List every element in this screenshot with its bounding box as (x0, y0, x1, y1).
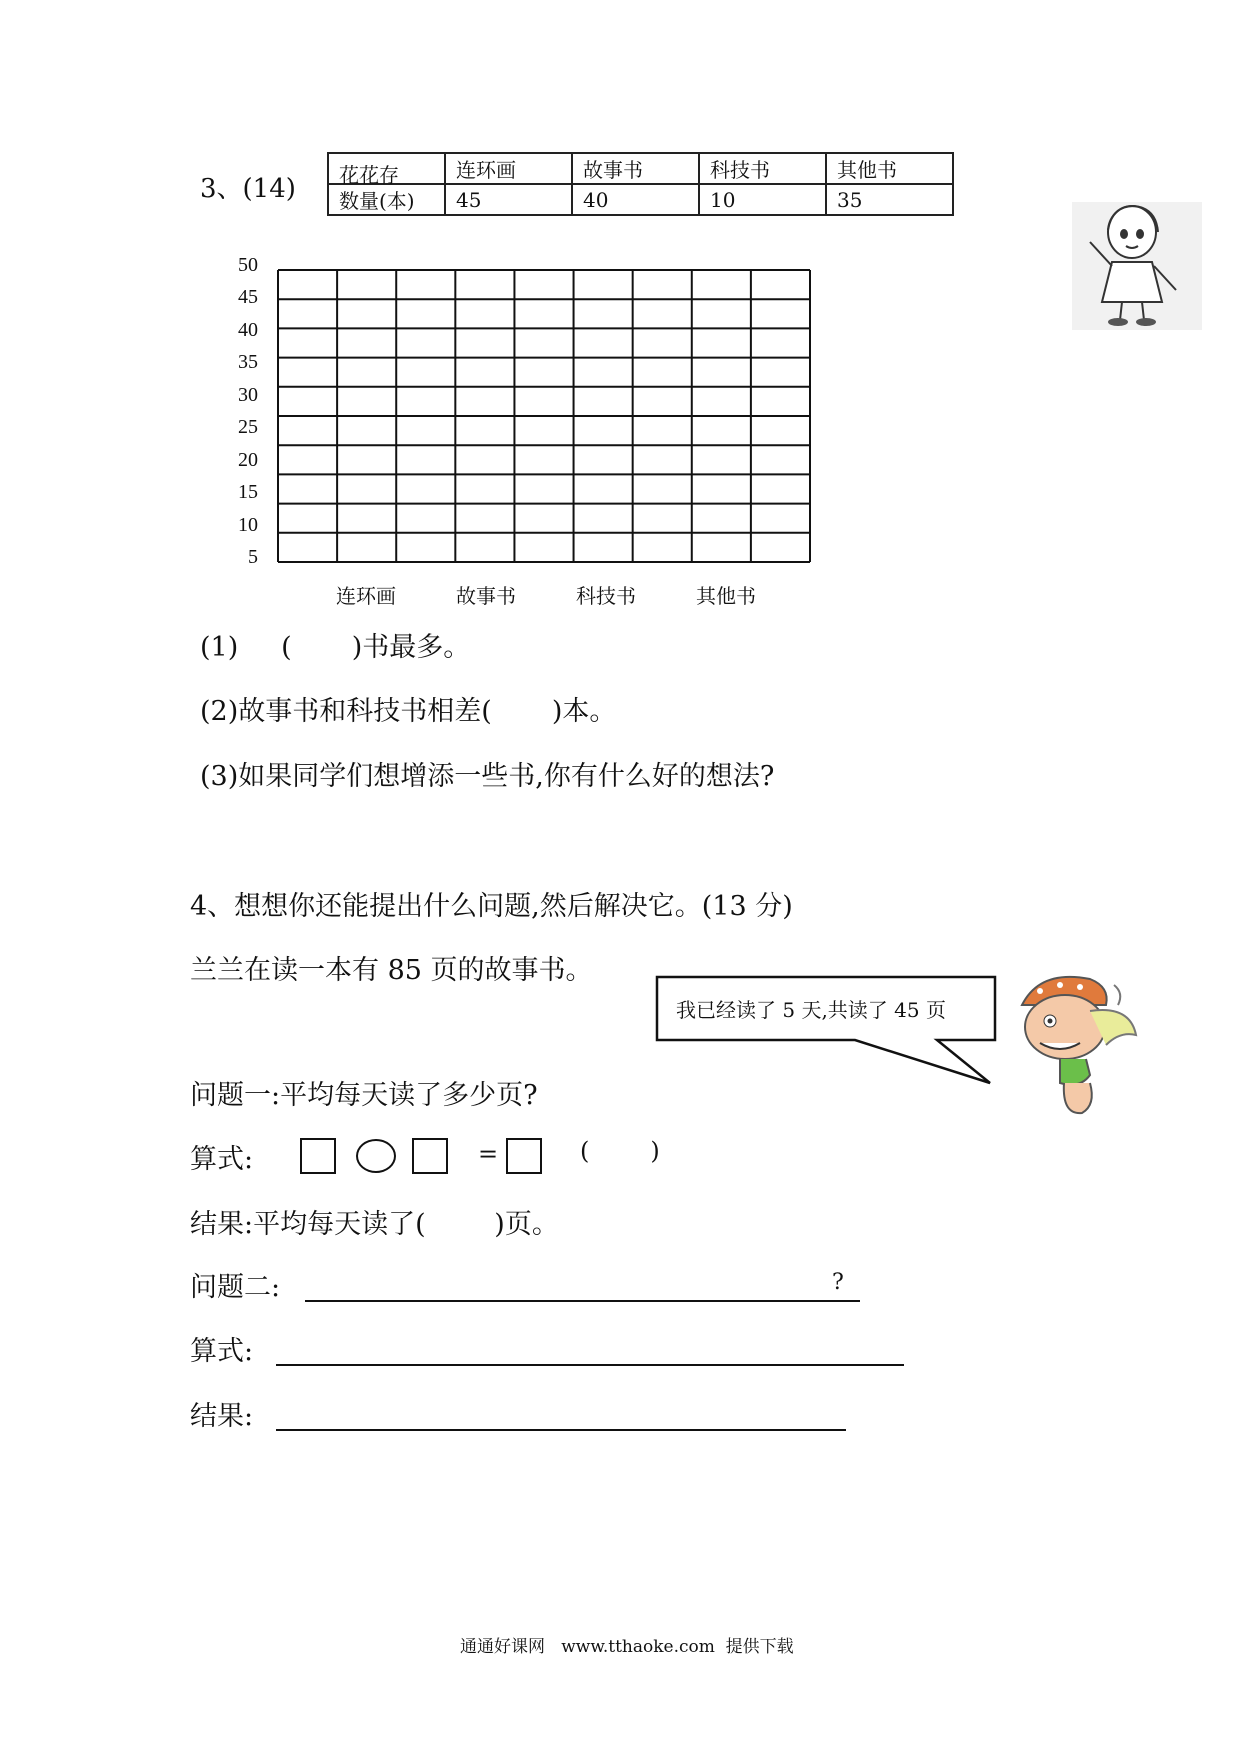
pirate-kid-illustration-icon (1010, 965, 1150, 1125)
y-tick-label: 25 (238, 416, 258, 438)
problem2-question-mark: ? (832, 1270, 844, 1295)
equals-sign: = (478, 1140, 499, 1168)
y-tick-label: 10 (238, 514, 258, 536)
girl-illustration-icon (1072, 202, 1202, 330)
y-tick-label: 45 (238, 286, 258, 308)
x-tick-label: 连环画 (336, 584, 396, 608)
q3-label: 3、(14) (200, 174, 296, 204)
table-header-cell: 其他书 (826, 153, 953, 184)
formula2-label: 算式: (190, 1336, 254, 1367)
x-tick-label: 故事书 (456, 584, 516, 608)
table-cell: 45 (445, 184, 572, 215)
problem2-label: 问题二: (190, 1272, 281, 1303)
formula2-answer-line[interactable] (276, 1364, 904, 1366)
result2-label: 结果: (190, 1401, 254, 1432)
y-tick-label: 15 (238, 481, 258, 503)
x-tick-label: 科技书 (576, 584, 636, 608)
result1-text: 结果:平均每天读了( )页。 (190, 1209, 559, 1240)
y-tick-label: 40 (238, 319, 258, 341)
problem2-answer-line[interactable] (305, 1300, 860, 1302)
q3-sub3: (3)如果同学们想增添一些书,你有什么好的想法? (200, 761, 775, 792)
table-row-label: 数量(本) (328, 184, 445, 215)
table-cell: 10 (699, 184, 826, 215)
formula-label: 算式: (190, 1144, 254, 1175)
table-header-cell: 连环画 (445, 153, 572, 184)
problem1-text: 问题一:平均每天读了多少页? (190, 1080, 538, 1111)
q4-title: 4、想想你还能提出什么问题,然后解决它。(13 分) (190, 891, 793, 922)
y-tick-label: 5 (248, 546, 258, 568)
table-header-cell: 故事书 (572, 153, 699, 184)
speech-bubble (655, 975, 1005, 1087)
books-table (327, 152, 954, 216)
x-tick-label: 其他书 (696, 584, 756, 608)
page-footer: 通通好课网 www.tthaoke.com 提供下载 (460, 1637, 794, 1657)
q4-intro: 兰兰在读一本有 85 页的故事书。 (190, 955, 593, 986)
table-cell: 40 (572, 184, 699, 215)
y-tick-label: 20 (238, 449, 258, 471)
answer-box[interactable] (412, 1138, 448, 1174)
table-cell: 35 (826, 184, 953, 215)
table-header-first: 花花存 (328, 153, 445, 184)
y-tick-label: 30 (238, 384, 258, 406)
y-tick-label: 50 (238, 254, 258, 276)
answer-box[interactable] (506, 1138, 542, 1174)
table-header-cell: 科技书 (699, 153, 826, 184)
operator-circle[interactable] (356, 1139, 396, 1173)
y-tick-label: 35 (238, 351, 258, 373)
q3-sub1: (1) ( )书最多。 (200, 632, 471, 663)
unit-parentheses: ( ) (580, 1137, 660, 1165)
result2-answer-line[interactable] (276, 1429, 846, 1431)
speech-bubble-text: 我已经读了 5 天,共读了 45 页 (676, 998, 946, 1022)
q3-sub2: (2)故事书和科技书相差( )本。 (200, 696, 617, 727)
chart-grid (276, 268, 816, 568)
answer-box[interactable] (300, 1138, 336, 1174)
